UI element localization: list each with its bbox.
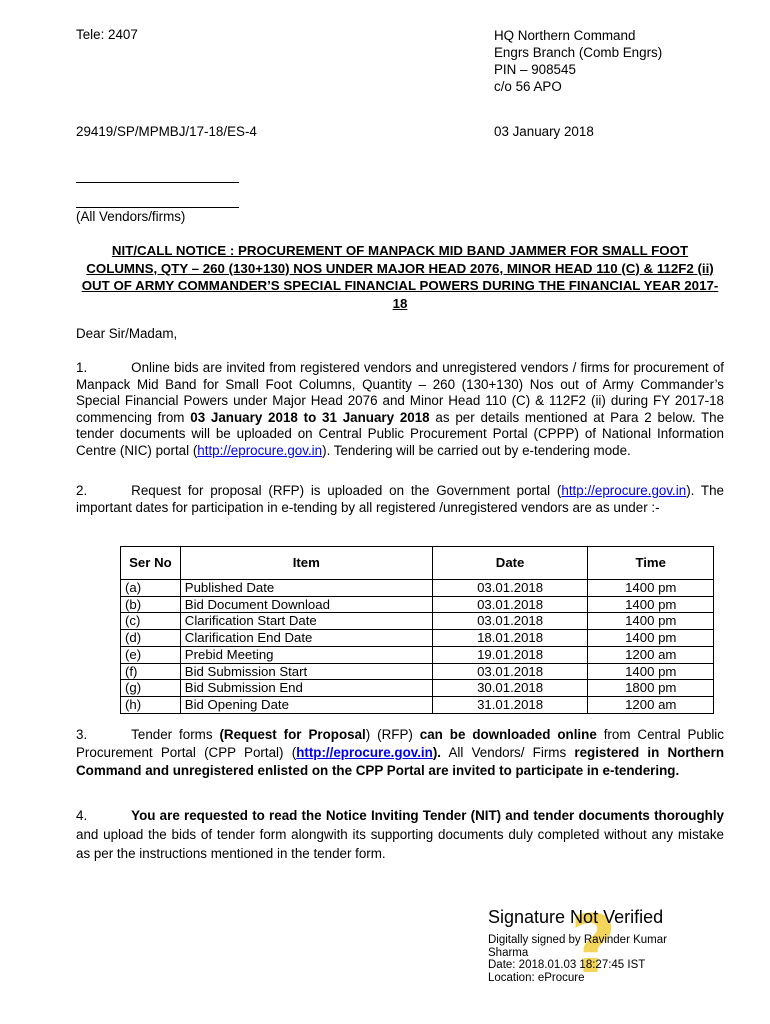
cell-item: Bid Submission End: [180, 680, 432, 697]
cell-item: Clarification Start Date: [180, 613, 432, 630]
signer-name: Digitally signed by Ravinder Kumar Sharma: [488, 934, 667, 959]
signature-location: Location: eProcure: [488, 971, 585, 984]
cell-ser-no: (d): [121, 630, 181, 647]
paragraph-text: Online bids are invited from registered vendors and unregistered vendors / firms for procurement of Manpack Mid Band for Small Foot Columns, Quantity – 260 (130+130) Nos out of Army Commander’s Special Financial Powers under Major Head 2076 and Minor Head 110 (C) & 112F2 (ii) during FY 2017-18 commencing from: [76, 360, 724, 425]
cell-date: 19.01.2018: [432, 646, 588, 663]
cell-date: 30.01.2018: [432, 680, 588, 697]
table-row: [121, 646, 714, 663]
address-line: HQ Northern Command: [494, 28, 636, 43]
cell-ser-no: (e): [121, 646, 181, 663]
table-row: [121, 663, 714, 680]
cell-time: 1400 pm: [588, 596, 714, 613]
telephone: Tele: 2407: [76, 27, 138, 42]
paragraph-text: ). The important dates for participation in e-tending by all registered /unregistered vendors are as under :-: [76, 483, 724, 515]
cell-item: Prebid Meeting: [180, 646, 432, 663]
letter-date: 03 January 2018: [494, 124, 594, 139]
addressee-blank-line: [76, 182, 239, 183]
cell-time: 1400 pm: [588, 580, 714, 597]
sender-address: [494, 27, 662, 95]
cell-date: 03.01.2018: [432, 613, 588, 630]
cell-time: 1200 am: [588, 696, 714, 713]
address-line: c/o 56 APO: [494, 79, 562, 94]
paragraph-bold-text: can be downloaded online: [419, 727, 597, 742]
cell-ser-no: (c): [121, 613, 181, 630]
cell-date: 31.01.2018: [432, 696, 588, 713]
paragraph-text: as per details mentioned at Para 2 below. The tender documents will be uploaded on Central Public Procurement Portal (CPPP) of National Information Centre (NIC) portal (: [76, 409, 725, 458]
cell-item: Bid Submission Start: [180, 663, 432, 680]
cell-date: 03.01.2018: [432, 596, 588, 613]
column-header-date: Date: [432, 547, 588, 580]
cell-date: 18.01.2018: [432, 630, 588, 647]
digital-signature-block: [488, 906, 698, 984]
cell-ser-no: (b): [121, 596, 181, 613]
cell-time: 1400 pm: [588, 663, 714, 680]
paragraph-text: Request for proposal (RFP) is uploaded on the Government portal (: [131, 483, 562, 498]
addressee: (All Vendors/firms): [76, 209, 186, 224]
paragraph-bold-text: registered in Northern Command and unregistered enlisted on the CPP Portal are invited to participate in e-tendering.: [76, 745, 725, 778]
salutation: Dear Sir/Madam,: [76, 326, 178, 341]
cell-item: Bid Opening Date: [180, 696, 432, 713]
eprocure-link[interactable]: http://eprocure.gov.in: [561, 483, 687, 498]
address-line: PIN – 908545: [494, 62, 576, 77]
paragraph-1: [76, 360, 724, 459]
cell-item: Published Date: [180, 580, 432, 597]
signature-question-icon: ?: [570, 898, 617, 991]
paragraph-text: All Vendors/ Firms: [441, 745, 575, 760]
cell-date: 03.01.2018: [432, 580, 588, 597]
important-dates-table: [120, 546, 714, 714]
address-line: Engrs Branch (Comb Engrs): [494, 45, 663, 60]
table-row: [121, 696, 714, 713]
paragraph-text: from Central Public Procurement Portal (CPP Portal) (: [76, 727, 724, 760]
reference-number: 29419/SP/MPMBJ/17-18/ES-4: [76, 124, 257, 139]
column-header-ser-no: Ser No: [121, 547, 181, 580]
paragraph-text: and upload the bids of tender form alongwith its supporting documents duly completed without any mistake as per the instructions mentioned in the tender form.: [76, 827, 724, 861]
paragraph-2: [76, 483, 724, 516]
paragraph-text: ). Tendering will be carried out by e-tendering mode.: [322, 442, 631, 458]
cell-item: Bid Document Download: [180, 596, 432, 613]
cell-time: 1400 pm: [588, 630, 714, 647]
cell-ser-no: (g): [121, 680, 181, 697]
table-row: [121, 596, 714, 613]
eprocure-link[interactable]: http://eprocure.gov.in: [197, 442, 323, 458]
table-row: [121, 613, 714, 630]
paragraph-number: 1.: [76, 360, 88, 375]
table-row: [121, 580, 714, 597]
paragraph-bold-text: You are requested to read the Notice Inviting Tender (NIT) and tender documents thoroughly: [131, 808, 724, 823]
column-header-time: Time: [588, 547, 714, 580]
cell-ser-no: (f): [121, 663, 181, 680]
signature-date: Date: 2018.01.03 18:27:45 IST: [488, 959, 646, 972]
table-row: [121, 630, 714, 647]
column-header-item: Item: [180, 547, 432, 580]
table-row: [121, 680, 714, 697]
eprocure-link[interactable]: http://eprocure.gov.in: [296, 745, 433, 760]
cell-time: 1400 pm: [588, 613, 714, 630]
paragraph-number: 2.: [76, 483, 88, 498]
bid-period: 03 January 2018 to 31 January 2018: [190, 409, 430, 425]
addressee-blank-line: [76, 207, 239, 208]
cell-ser-no: (a): [121, 580, 181, 597]
paragraph-4: [76, 806, 724, 863]
cell-item: Clarification End Date: [180, 630, 432, 647]
notice-title: NIT/CALL NOTICE : PROCUREMENT OF MANPACK MID BAND JAMMER FOR SMALL FOOT COLUMNS, QTY – 260 (130+130) NOS UNDER MAJOR HEAD 2076, MINOR HEAD 110 (C) & 112F2 (ii) OUT OF ARMY COMMANDER’S SPECIAL FINANCIAL POWERS DURING THE FINANCIAL YEAR 2017-18: [81, 243, 719, 311]
paragraph-number: 4.: [76, 808, 88, 823]
paragraph-number: 3.: [76, 727, 88, 742]
paragraph-bold-text: (Request for Proposal: [219, 727, 366, 742]
paragraph-text: Tender forms: [131, 727, 220, 742]
cell-date: 03.01.2018: [432, 663, 588, 680]
paragraph-text: ) (RFP): [365, 727, 420, 742]
table-header-row: [121, 547, 714, 580]
signature-status: Signature Not Verified: [488, 907, 664, 927]
cell-time: 1800 pm: [588, 680, 714, 697]
cell-ser-no: (h): [121, 696, 181, 713]
paragraph-3: [76, 726, 724, 780]
cell-time: 1200 am: [588, 646, 714, 663]
paragraph-bold-text: ).: [432, 745, 442, 760]
